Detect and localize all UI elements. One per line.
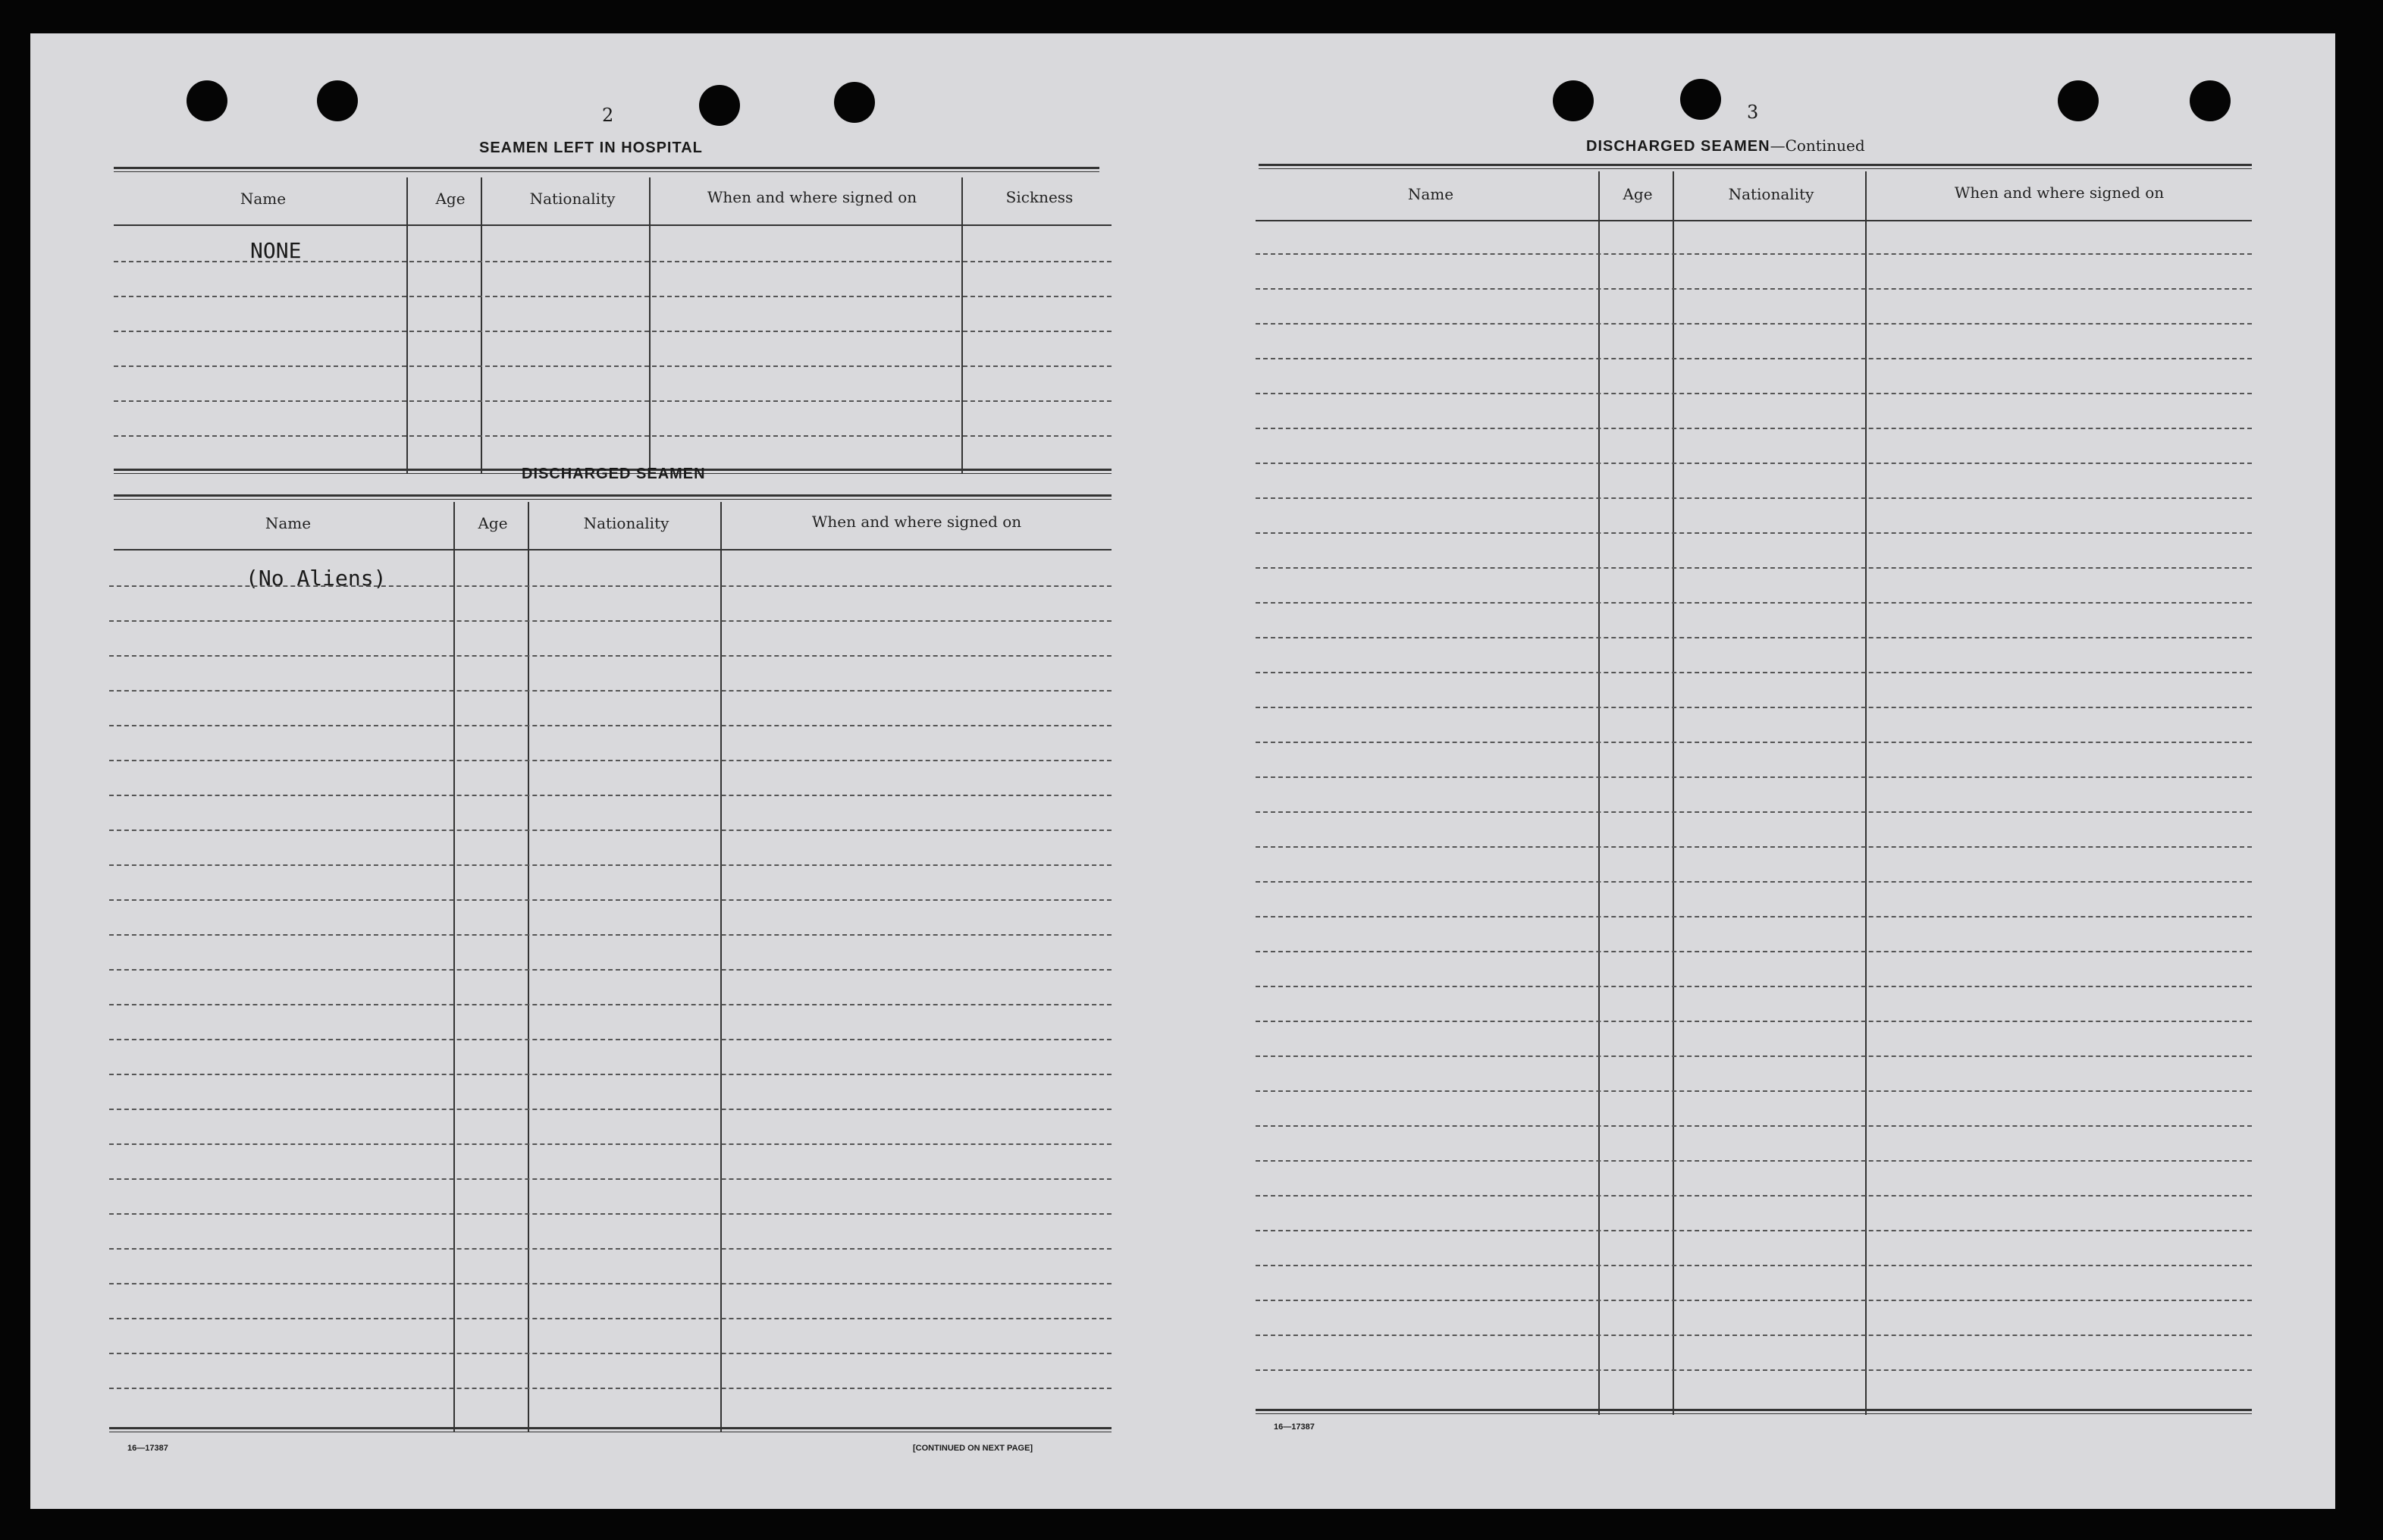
row-line — [1256, 288, 2252, 290]
right-col-signed-on: When and where signed on — [1954, 183, 2165, 202]
discharged-col-nationality: Nationality — [583, 514, 669, 532]
hospital-col-nationality: Nationality — [529, 190, 616, 208]
row-line — [109, 1039, 1112, 1040]
punch-hole — [317, 80, 358, 121]
row-line — [1256, 1230, 2252, 1231]
hospital-col-divider — [481, 177, 482, 473]
right-col-nationality: Nationality — [1728, 185, 1814, 203]
row-line — [1256, 811, 2252, 813]
row-line — [1256, 358, 2252, 359]
discharged-entry-no-aliens: (No Aliens) — [246, 566, 387, 591]
row-line — [109, 1318, 1112, 1319]
row-line — [109, 934, 1112, 936]
row-line — [1256, 637, 2252, 638]
hospital-col-sickness: Sickness — [1005, 188, 1074, 206]
row-line — [109, 830, 1112, 831]
row-line — [109, 1248, 1112, 1250]
row-line — [109, 969, 1112, 971]
row-line — [1256, 776, 2252, 778]
row-line — [109, 795, 1112, 796]
row-line — [1256, 1090, 2252, 1092]
row-line — [1256, 428, 2252, 429]
discharged-section-title: DISCHARGED SEAMEN — [522, 466, 706, 482]
punch-hole — [2190, 80, 2231, 121]
right-table-bottom-rule — [1256, 1409, 2252, 1414]
row-line — [109, 1074, 1112, 1075]
row-line — [114, 261, 1112, 262]
hospital-entry-none: NONE — [250, 238, 302, 263]
row-line — [1256, 1160, 2252, 1162]
row-line — [109, 1143, 1112, 1145]
row-line — [1256, 532, 2252, 534]
form-number-right: 16—17387 — [1274, 1422, 1315, 1432]
row-line — [1256, 707, 2252, 708]
discharged-col-divider — [453, 502, 455, 1432]
hospital-col-divider — [406, 177, 408, 473]
punch-hole — [1553, 80, 1594, 121]
hospital-section-title: SEAMEN LEFT IN HOSPITAL — [479, 140, 703, 156]
discharged-continued-title — [1586, 136, 1865, 155]
row-line — [1256, 1021, 2252, 1022]
hospital-col-age: Age — [435, 190, 466, 208]
row-line — [1256, 672, 2252, 673]
row-line — [114, 435, 1112, 437]
discharged-table-top-rule — [114, 494, 1112, 500]
page-number-left: 2 — [602, 105, 614, 126]
row-line — [109, 1178, 1112, 1180]
row-line — [1256, 1369, 2252, 1371]
hospital-col-name: Name — [240, 190, 287, 208]
row-line — [1256, 323, 2252, 325]
row-line — [109, 1213, 1112, 1215]
hospital-table-top-rule — [114, 167, 1099, 172]
row-line — [109, 1388, 1112, 1389]
right-col-age: Age — [1623, 185, 1653, 203]
discharged-col-signed-on: When and where signed on — [811, 513, 1022, 531]
row-line — [1256, 1335, 2252, 1336]
row-line — [1256, 1125, 2252, 1127]
row-line — [109, 725, 1112, 726]
row-line — [1256, 916, 2252, 917]
discharged-continued-title-bold: DISCHARGED SEAMEN — [1586, 138, 1770, 155]
row-line — [1256, 1300, 2252, 1301]
row-line — [109, 655, 1112, 657]
row-line — [1256, 567, 2252, 569]
discharged-col-name: Name — [265, 514, 312, 532]
row-line — [1256, 951, 2252, 952]
row-line — [114, 365, 1112, 367]
right-col-name: Name — [1407, 185, 1454, 203]
punch-hole — [699, 85, 740, 126]
hospital-col-signed-on: When and where signed on — [707, 188, 917, 206]
punch-hole — [187, 80, 227, 121]
punch-hole — [1680, 79, 1721, 120]
row-line — [109, 1283, 1112, 1284]
punch-hole — [834, 82, 875, 123]
row-line — [114, 296, 1112, 297]
hospital-col-divider — [649, 177, 651, 473]
row-line — [1256, 463, 2252, 464]
discharged-header-rule — [114, 549, 1112, 550]
right-header-rule — [1256, 220, 2252, 221]
right-table-top-rule — [1259, 164, 2252, 169]
row-line — [114, 400, 1112, 402]
row-line — [1256, 986, 2252, 987]
row-line — [1256, 497, 2252, 499]
discharged-col-age: Age — [478, 514, 508, 532]
row-line — [1256, 881, 2252, 883]
row-line — [109, 864, 1112, 866]
row-line — [1256, 1265, 2252, 1266]
discharged-table-bottom-rule — [109, 1427, 1112, 1432]
row-line — [1256, 1195, 2252, 1197]
punch-hole — [2058, 80, 2099, 121]
row-line — [1256, 846, 2252, 848]
row-line — [109, 690, 1112, 692]
discharged-col-divider — [528, 502, 529, 1432]
document-sheet — [30, 33, 2335, 1509]
discharged-col-divider — [720, 502, 722, 1432]
row-line — [109, 1109, 1112, 1110]
row-line — [109, 585, 1112, 587]
hospital-col-divider — [961, 177, 963, 473]
row-line — [109, 899, 1112, 901]
form-number-left: 16—17387 — [127, 1444, 168, 1453]
row-line — [1256, 393, 2252, 394]
row-line — [1256, 253, 2252, 255]
row-line — [109, 1004, 1112, 1005]
continued-note: [CONTINUED ON NEXT PAGE] — [913, 1444, 1033, 1453]
discharged-continued-title-suffix: —Continued — [1770, 136, 1865, 155]
row-line — [109, 760, 1112, 761]
row-line — [1256, 602, 2252, 604]
page-number-right: 3 — [1747, 102, 1759, 123]
row-line — [109, 1353, 1112, 1354]
row-line — [114, 331, 1112, 332]
row-line — [1256, 742, 2252, 743]
row-line — [109, 620, 1112, 622]
row-line — [1256, 1055, 2252, 1057]
